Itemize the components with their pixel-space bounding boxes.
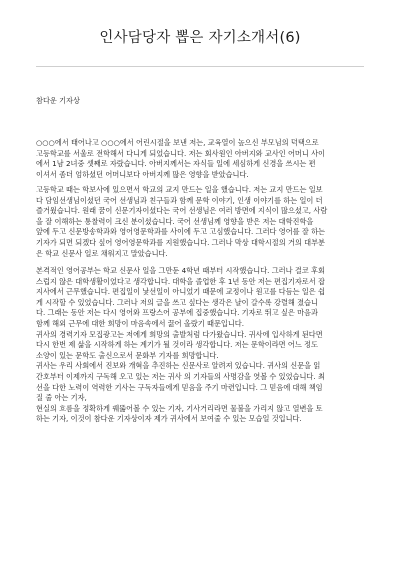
paragraph-line: 귀사는 우리 사회에서 진보와 개혁을 추진하는 신문사로 알려져 있습니다. 귀사의 신문을 읽 bbox=[36, 361, 321, 371]
paragraph-line: 귀사의 경력기자 모집광고는 저에게 희망의 출발처럼 다가왔습니다. 귀사에 입사하게 된다면 bbox=[36, 329, 323, 339]
paragraph-line: 스럽지 않은 대학생활이었다고 생각합니다. 대학을 졸업한 후 1년 동안 저는 편집기자로서 잡 bbox=[36, 276, 325, 286]
title-divider bbox=[36, 66, 364, 67]
paragraph-line: 기자가 되면 되겠다 싶어 영어영문학과를 지원했습니다. 그러나 막상 대학시절의 거의 대부분 bbox=[36, 237, 325, 247]
paragraph-line: 다 담임선생님이셨던 국어 선생님과 친구들과 함께 문학 이야기, 인생 이야기를 하는 일이 더 bbox=[36, 195, 323, 205]
paragraph-line: 이셔서 좀더 엄하셨던 어머니보다 아버지께 많은 영향을 받았습니다. bbox=[36, 169, 249, 179]
paragraph-line: 간호부터 이제까지 구독해 오고 있는 저는 귀사 의 기자들의 사명감을 엿볼 수 있었습니다. 최 bbox=[36, 371, 325, 381]
paragraph-line: 소양이 있는 문학도 출신으로서 문화부 기자를 희망합니다. bbox=[36, 350, 219, 360]
paragraph-line: 지사에서 근무했습니다. 편집일이 낯선일이 아니었기 때문에 교정이나 원고를 다듬는 일은 쉽 bbox=[36, 287, 325, 297]
paragraph-line: ○○○에서 태어나고 ○○○에서 어린시절을 보낸 저는, 교육열이 높으신 부모님의 덕택으로 bbox=[36, 138, 319, 147]
paragraph-line: 선을 다한 노력이 역력한 기사는 구독자들에게 믿음을 주기 마련입니다. 그 믿음에 대해 책임 bbox=[36, 382, 323, 392]
paragraph-line: 본격적인 영어공부는 학교 신문사 일을 그만둔 4학년 때부터 시작했습니다. 그러나 결코 후회 bbox=[36, 266, 325, 275]
paragraph-line: 현실의 흐름을 정확하게 꿰뚫어볼 수 있는 기자, 기사거리라면 물불을 가리지 않고 열변을 토 bbox=[36, 403, 323, 413]
paragraph-line: 다시 한번 제 삶을 시작하게 하는 계기가 될 것이라 생각합니다. 저는 문학이라면 어느 정도 bbox=[36, 340, 318, 350]
paragraph-line: 고등학교를 서울로 전학해서 다니게 되었습니다. 저는 회사원인 아버지와 교사인 어머니 사이 bbox=[36, 148, 325, 158]
paragraph-1 bbox=[36, 138, 366, 180]
paragraph-line: 질 줄 아는 기자, bbox=[36, 393, 87, 403]
salutation: 참다운 기자상 bbox=[36, 96, 80, 105]
paragraph-line: 앞에 두고 신문방송학과와 영어영문학과를 사이에 두고 고심했습니다. 그러다 영어를 잘 하는 bbox=[36, 227, 325, 237]
paragraph-line: 하는 기자, 이것이 참다운 기자상이자 제가 귀사에서 보여줄 수 있는 모습일 것입니다. bbox=[36, 414, 302, 424]
paragraph-line: 은 학교 신문사 일로 채워지고 말았습니다. bbox=[36, 248, 168, 258]
paragraph-3 bbox=[36, 266, 366, 425]
paragraph-line: 함께 해외 근무에 대한 희망이 마음속에서 끓어 올랐기 때문입니다. bbox=[36, 318, 245, 328]
paragraph-line: 즐거웠습니다. 원래 꿈이 신문기자이셨다는 국어 선생님은 여러 방면에 지식이 많으셨고, 사람 bbox=[36, 206, 328, 216]
paragraph-line: 을 잘 이해하는 통찰력이 크신 분이셨습니다. 국어 선생님께 영향을 받은 저는 대학진학을 bbox=[36, 216, 314, 226]
document-title: 인사담당자 뽑은 자기소개서(6) bbox=[99, 30, 301, 46]
paragraph-line: 에서 1남 2녀중 셋째로 자랐습니다. 아버지께서는 자식들 일에 세심하게 신경을 쓰시는 편 bbox=[36, 159, 316, 169]
paragraph-line: 고등학교 때는 학보사에 있으면서 학교의 교지 만드는 일을 했습니다. 저는 교지 만드는 일보 bbox=[36, 185, 323, 194]
paragraph-line: 다. 그래는 동안 저는 다시 영어와 프랑스어 공부에 집중했습니다. 기자로 뛰고 싶은 마음과 bbox=[36, 308, 318, 318]
paragraph-2 bbox=[36, 185, 366, 259]
paragraph-line: 게 시작할 수 있었습니다. 그러나 저의 글을 쓰고 싶다는 생각은 날이 갈수록 강렬해 졌습니 bbox=[36, 297, 318, 307]
